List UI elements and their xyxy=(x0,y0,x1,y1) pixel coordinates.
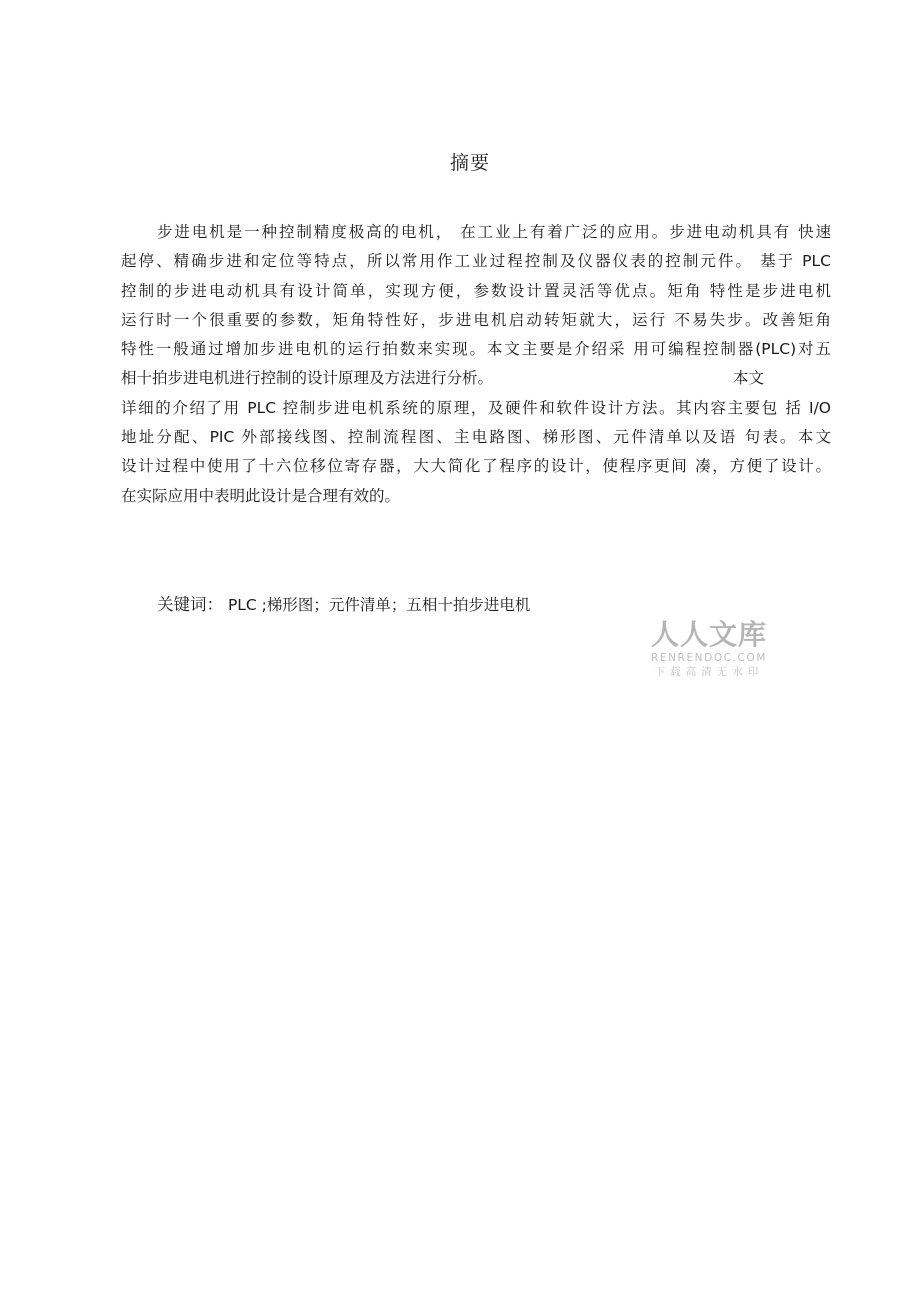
abstract-line: 地址分配、PIC 外部接线图、控制流程图、主电路图、梯形图、元件清单以及语 句表。本文 xyxy=(121,428,831,447)
abstract-line: 特性一般通过增加步进电机的运行拍数来实现。本文主要是介绍采 用可编程控制器(PLC)对五 xyxy=(121,340,831,359)
abstract-line: 详细的介绍了用 PLC 控制步进电机系统的原理，及硬件和软件设计方法。其内容主要包 括 I/O xyxy=(121,398,831,417)
abstract-line: 步进电机是一种控制精度极高的电机， 在工业上有着广泛的应用。步进电动机具有 快速 xyxy=(157,223,831,241)
keywords-text: PLC ;梯形图；元件清单；五相十拍步进电机 xyxy=(227,596,531,614)
watermark-domain: RENRENDOC.COM xyxy=(650,652,768,664)
page-title: 摘要 xyxy=(449,152,490,174)
abstract-line xyxy=(121,364,831,393)
keywords-label: 关键词： xyxy=(157,595,223,614)
abstract-line: 设计过程中使用了十六位移位寄存器，大大简化了程序的设计，使程序更间 凑，方便了设计。 xyxy=(121,457,831,476)
keywords-line xyxy=(157,592,530,618)
abstract-line: 控制的步进电动机具有设计简单，实现方便，参数设计置灵活等优点。矩角 特性是步进电机 xyxy=(121,281,831,300)
abstract-line-text: 相十拍步进电机进行控制的设计原理及方法进行分析。 xyxy=(121,369,494,388)
watermark-slogan: 下载高清无水印 xyxy=(654,666,764,678)
watermark xyxy=(646,618,772,680)
abstract-line-tail: 本文 xyxy=(733,369,765,388)
abstract-line: 起停、精确步进和定位等特点，所以常用作工业过程控制及仪器仪表的控制元件。 基于 PLC xyxy=(121,252,831,271)
abstract-body xyxy=(121,218,831,511)
abstract-line: 运行时一个很重要的参数，矩角特性好，步进电机启动转矩就大，运行 不易失步。改善矩角 xyxy=(121,310,831,329)
watermark-logo: 人人文库 xyxy=(650,618,767,651)
abstract-line: 在实际应用中表明此设计是合理有效的。 xyxy=(121,486,401,505)
